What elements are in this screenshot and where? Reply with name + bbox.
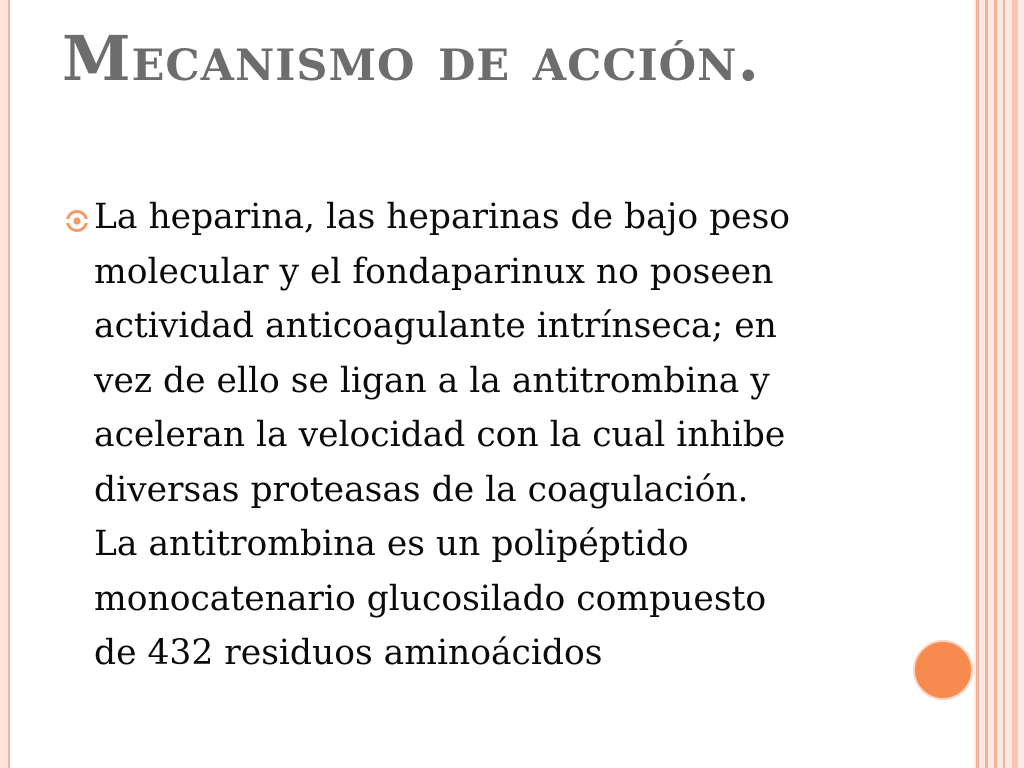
right-stripe-line [976,0,979,768]
left-border-stripe [0,0,10,768]
right-stripe-line [994,0,997,768]
right-stripe-line [1012,0,1018,768]
slide-title: Mecanismo de acción. [62,22,761,95]
bullet-paragraph: La heparina, las heparinas de bajo peso molecular y el fondaparinux no poseen actividad anticoagulante intrínseca; en vez de ello se ligan a la antitrombina y aceleran la velocidad con la cual inhibe diversas proteasas de la coagulación. La antitrombina es un polipéptido monocatenario glucosilado compuesto de 432 residuos aminoácidos [94,197,791,673]
right-stripe-line [985,0,988,768]
right-stripe-line [1003,0,1005,768]
orange-circle-bullet-icon [64,208,90,234]
orange-decorative-dot [913,640,973,700]
